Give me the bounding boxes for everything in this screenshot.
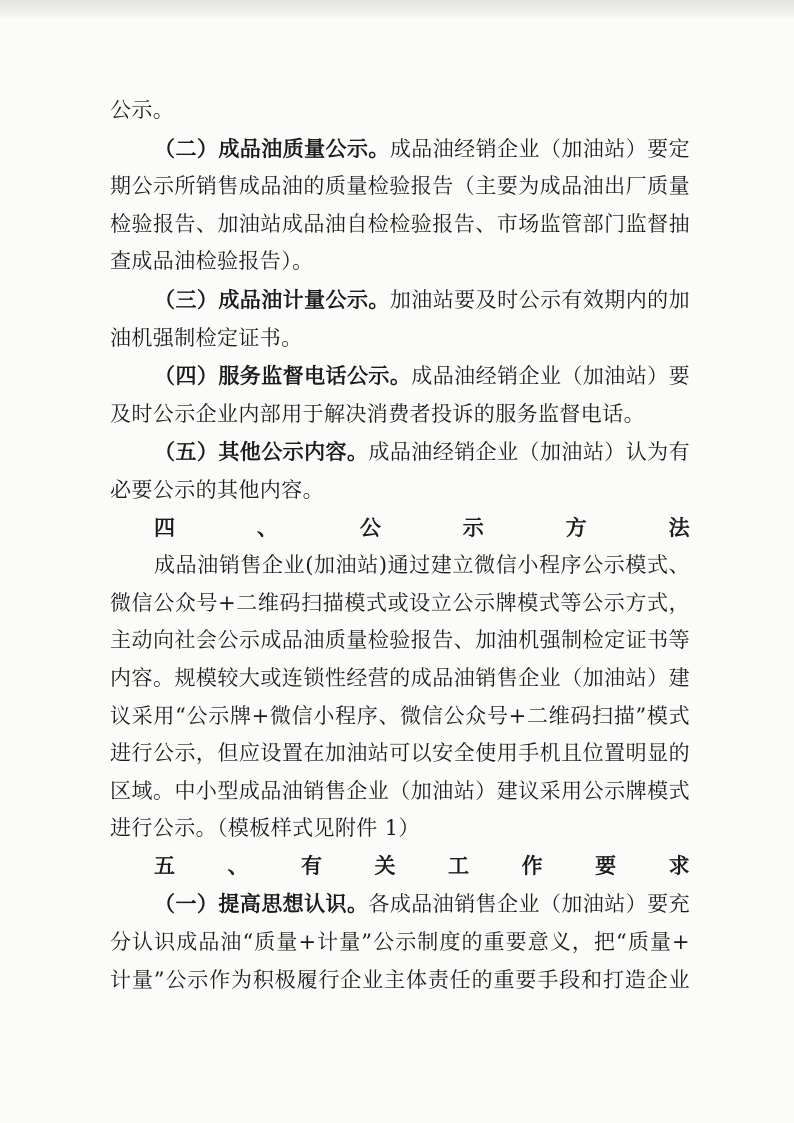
section-lead: （三）成品油计量公示。 xyxy=(154,286,390,312)
text-line xyxy=(110,92,690,130)
text-line: 及时公示企业内部用于解决消费者投诉的服务监督电话。 xyxy=(110,401,645,426)
text-line: 微信公众号+二维码扫描模式或设立公示牌模式等公示方式， xyxy=(110,590,690,615)
text-line: 进行公示，但应设置在加油站可以安全使用手机且位置明显的 xyxy=(110,741,690,766)
document-body xyxy=(110,92,690,999)
text-span: 公示。 xyxy=(110,98,175,122)
text-line xyxy=(110,885,690,924)
text-span: 成品油经销企业（加油站）认为有 xyxy=(368,440,691,465)
text-line: 进行公示。（模板样式见附件 1） xyxy=(110,816,420,841)
text-line: 成品油销售企业(加油站)通过建立微信小程序公示模式、 xyxy=(154,553,690,578)
text-span: 成品油经销企业（加油站）要定 xyxy=(389,136,690,161)
text-line: 议采用“公示牌+微信小程序、微信公众号+二维码扫描”模式 xyxy=(110,703,690,728)
text-line xyxy=(110,357,690,396)
section-lead: （五）其他公示内容。 xyxy=(154,439,369,465)
text-span: 成品油经销企业（加油站）要 xyxy=(411,364,690,389)
section-lead: （一）提高思想认识。 xyxy=(154,891,369,917)
section-heading: 四、公示方法 xyxy=(154,515,690,540)
section-lead: （二）成品油质量公示。 xyxy=(154,135,390,161)
section-lead: （四）服务监督电话公示。 xyxy=(154,363,412,389)
text-span: 各成品油销售企业（加油站）要充 xyxy=(368,892,691,917)
text-line: 查成品油检验报告）。 xyxy=(110,249,314,274)
text-line: 期公示所销售成品油的质量检验报告（主要为成品油出厂质量 xyxy=(110,174,690,199)
text-line xyxy=(110,433,690,472)
text-line: 内容。规模较大或连锁性经营的成品油销售企业（加油站）建 xyxy=(110,665,690,690)
text-line xyxy=(110,130,690,169)
section-heading: 五、有关工作要求 xyxy=(154,853,690,878)
text-line: 必要公示的其他内容。 xyxy=(110,477,324,502)
text-line: 区域。中小型成品油销售企业（加油站）建议采用公示牌模式 xyxy=(110,778,690,803)
scan-top-edge xyxy=(0,0,794,18)
text-line: 油机强制检定证书。 xyxy=(110,325,303,350)
text-line xyxy=(110,281,690,320)
text-line: 检验报告、加油站成品油自检检验报告、市场监管部门监督抽 xyxy=(110,211,690,236)
text-line: 计量”公示作为积极履行企业主体责任的重要手段和打造企业 xyxy=(110,967,690,992)
text-line: 分认识成品油“质量+计量”公示制度的重要意义，把“质量+ xyxy=(110,930,690,955)
text-span: 加油站要及时公示有效期内的加 xyxy=(389,287,690,312)
text-line: 主动向社会公示成品油质量检验报告、加油机强制检定证书等 xyxy=(110,628,690,653)
